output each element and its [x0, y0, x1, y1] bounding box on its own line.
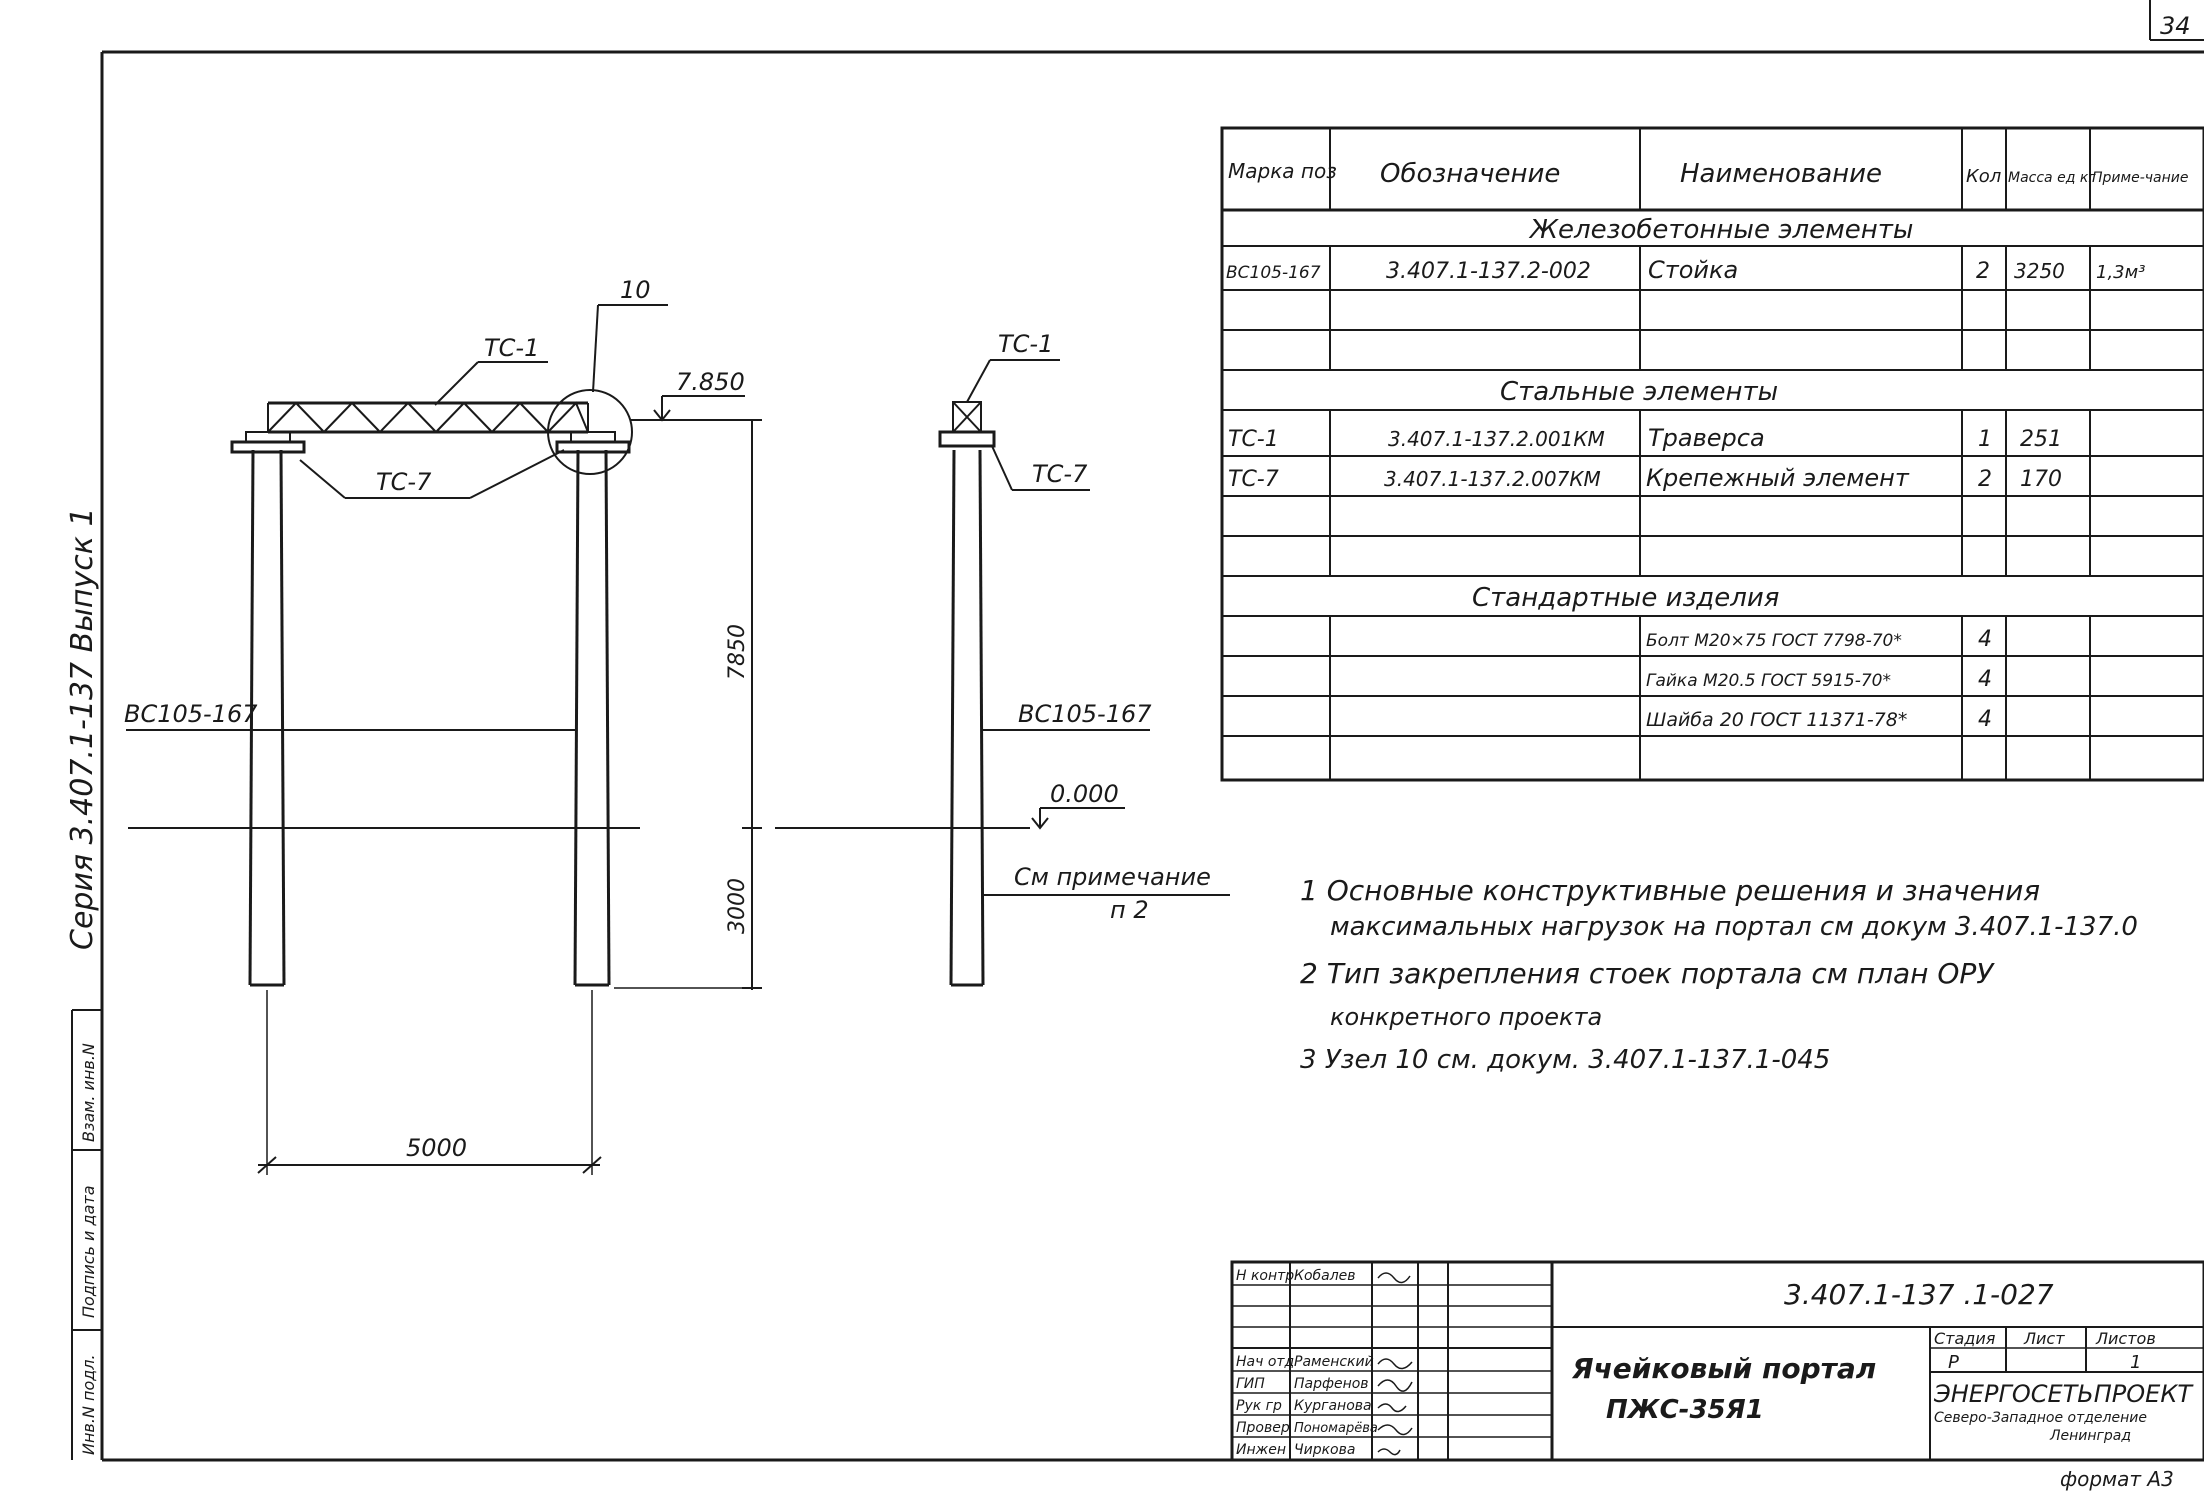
name-engineer: Чиркова: [1294, 1442, 1356, 1458]
title-block: [1232, 1262, 2204, 1491]
section-reinforced-concrete: Железобетонные элементы: [1530, 215, 1914, 245]
note-2-line-1: 2 Тип закрепления стоек портала см план ОРУ: [1300, 957, 1994, 990]
portal-front-view: [124, 276, 762, 1175]
name-dept-head: Раменский: [1294, 1354, 1374, 1370]
sheet-header: Лист: [2024, 1329, 2065, 1348]
row1-qty: 2: [1976, 259, 1990, 284]
series-label: Серия 3.407.1-137 Выпуск 1: [65, 507, 100, 950]
row3-qty: 2: [1978, 467, 1992, 492]
title-line-2: ПЖС-35Я1: [1606, 1395, 1764, 1425]
row3-name: Крепежный элемент: [1646, 464, 1909, 492]
header-name: Наименование: [1680, 159, 1883, 189]
row2-designation: 3.407.1-137.2.001КМ: [1388, 427, 1605, 451]
column-cap-left: [232, 432, 304, 452]
row1-mass: 3250: [2014, 259, 2065, 283]
header-qty: Кол: [1966, 166, 2002, 187]
row2-mark: ТС-1: [1228, 427, 1279, 452]
header-mark: Марка поз: [1228, 159, 1337, 183]
row4-qty: 4: [1978, 627, 1992, 652]
row5-name: Гайка М20.5 ГОСТ 5915-70*: [1646, 671, 1891, 691]
row5-qty: 4: [1978, 667, 1992, 692]
dim-above-ground: 7850: [725, 624, 750, 680]
header-designation: Обозначение: [1380, 159, 1561, 189]
column-cap-right: [557, 432, 629, 452]
notes: [1300, 874, 2138, 1075]
note-3: 3 Узел 10 см. докум. 3.407.1-137.1-045: [1300, 1045, 1831, 1075]
label-tc1-side: ТС-1: [998, 330, 1054, 358]
label-tc7-side: ТС-7: [1032, 460, 1088, 488]
side-truss: [953, 402, 981, 432]
truss-beam: [268, 403, 588, 432]
section-steel: Стальные элементы: [1500, 377, 1779, 407]
row6-qty: 4: [1978, 707, 1992, 732]
label-tc1-front: ТС-1: [484, 334, 540, 362]
note-1-line-1: 1 Основные конструктивные решения и значения: [1300, 874, 2041, 907]
side-column: [951, 450, 983, 985]
org-name: ЭНЕРГОСЕТЬПРОЕКТ: [1934, 1380, 2193, 1408]
elevation-ground: 0.000: [1050, 780, 1119, 808]
right-column: [575, 450, 609, 985]
corner-sheet-mark: 34: [2160, 12, 2191, 40]
label-column-front: ВС105-167: [124, 700, 258, 728]
note-ref-1: См примечание: [1014, 863, 1211, 891]
name-checker: Пономарёва: [1294, 1421, 1378, 1436]
side-cap: [940, 432, 994, 446]
portal-side-view: [775, 330, 1230, 985]
role-norm-control: Н контр: [1236, 1268, 1295, 1284]
side-cell-3: Взам. инв.N: [79, 1043, 98, 1142]
side-strip: [65, 507, 102, 1460]
stage-value: Р: [1948, 1352, 1959, 1373]
sheets-header: Листов: [2096, 1329, 2156, 1348]
org-branch: Северо-Западное отделение: [1934, 1410, 2147, 1426]
row2-mass: 251: [2020, 427, 2062, 452]
label-column-side: ВС105-167: [1018, 700, 1152, 728]
doc-code: 3.407.1-137 .1-027: [1784, 1278, 2054, 1311]
role-dept-head: Нач отд: [1236, 1354, 1295, 1370]
role-chief-engineer: ГИП: [1236, 1376, 1265, 1392]
row1-designation: 3.407.1-137.2-002: [1386, 259, 1591, 284]
row3-mark: ТС-7: [1228, 467, 1279, 492]
row4-name: Болт М20×75 ГОСТ 7798-70*: [1646, 631, 1902, 651]
row3-designation: 3.407.1-137.2.007КМ: [1384, 467, 1601, 491]
dim-span: 5000: [406, 1134, 468, 1162]
row2-qty: 1: [1978, 427, 1992, 452]
sheet-format: формат А3: [2060, 1467, 2174, 1491]
row1-mark: ВС105-167: [1226, 263, 1321, 283]
spec-table: [1222, 128, 2204, 780]
org-city: Ленинград: [2050, 1428, 2132, 1444]
row2-name: Траверса: [1648, 424, 1765, 452]
label-node-10: 10: [620, 276, 651, 304]
note-1-line-2: максимальных нагрузок на портал см докум 3.407.1-137.0: [1330, 912, 2138, 942]
side-cell-2: Подпись и дата: [79, 1185, 98, 1318]
row3-mass: 170: [2020, 467, 2062, 492]
dim-below-ground: 3000: [725, 878, 750, 934]
elevation-top: 7.850: [676, 368, 745, 396]
header-note: Приме-чание: [2092, 170, 2189, 186]
name-norm-control: Кобалев: [1294, 1268, 1356, 1284]
role-engineer: Инжен: [1236, 1442, 1287, 1458]
title-line-1: Ячейковый портал: [1572, 1352, 1877, 1385]
stage-header: Стадия: [1934, 1329, 1996, 1348]
name-group-head: Курганова: [1294, 1398, 1372, 1414]
row6-name: Шайба 20 ГОСТ 11371-78*: [1646, 709, 1908, 731]
section-standard: Стандартные изделия: [1472, 583, 1780, 613]
role-checker: Провер: [1236, 1420, 1290, 1436]
row1-name: Стойка: [1648, 256, 1739, 284]
side-cell-1: Инв.N подл.: [79, 1354, 98, 1455]
name-chief-engineer: Парфенов: [1294, 1376, 1369, 1392]
row1-note: 1,3м³: [2096, 262, 2146, 283]
signature-marks: [1378, 1273, 1412, 1455]
sheets-value: 1: [2130, 1352, 2142, 1373]
label-tc7-front: ТС-7: [376, 468, 432, 496]
role-group-head: Рук гр: [1236, 1398, 1282, 1414]
note-ref-2: п 2: [1110, 896, 1149, 924]
note-2-line-2: конкретного проекта: [1330, 1003, 1603, 1031]
header-mass: Масса ед кг: [2008, 170, 2096, 186]
